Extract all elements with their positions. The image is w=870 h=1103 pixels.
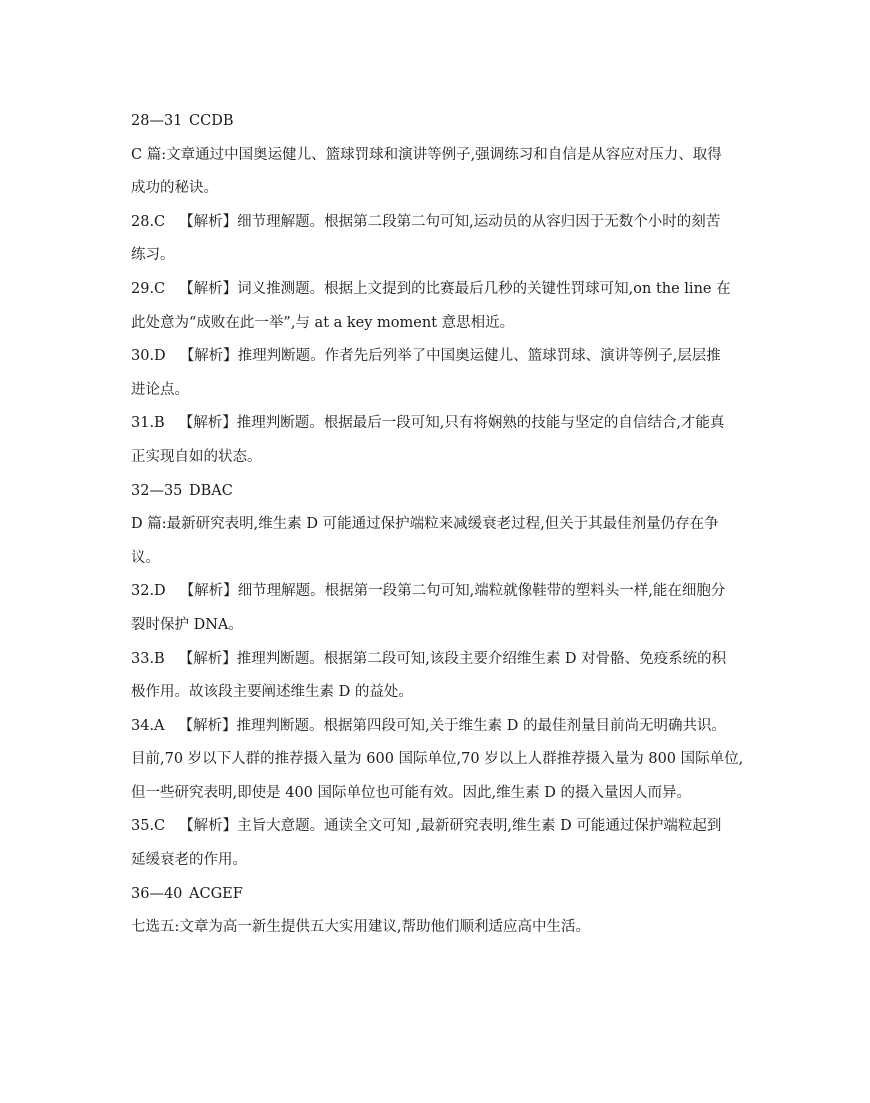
explanation-line [131,209,743,243]
question-number: 30.D [131,348,166,365]
analysis-tag: 【解析】 [179,818,238,835]
explanation-line [131,410,743,444]
question-number: 28.C [131,213,166,230]
explanation-text: 推理判断题。根据第二段可知,该段主要介绍维生素 D 对骨骼、免疫系统的积 [236,650,727,667]
answer-range: 32—35 [131,482,183,499]
answer-range-line [131,478,743,512]
text-line: 七选五:文章为高一新生提供五大实用建议,帮助他们顺利适应高中生活。 [131,919,590,936]
text-line: 但一些研究表明,即使是 400 国际单位也可能有效。因此,维生素 D 的摄入量因人而异。 [131,784,691,801]
answer-letters: CCDB [189,113,234,129]
answer-key-content [131,108,743,948]
analysis-tag: 【解析】 [178,717,237,734]
question-number: 31.B [131,415,165,432]
text-line: 延缓衰老的作用。 [131,852,247,869]
question-number: 29.C [131,280,166,297]
question-number: 35.C [131,818,166,835]
explanation-line [131,578,743,612]
answer-range-line [131,881,743,915]
question-number: 33.B [131,650,165,667]
analysis-tag: 【解析】 [179,213,238,230]
text-line: 极作用。故该段主要阐述维生素 D 的益处。 [131,684,413,701]
explanation-text: 细节理解题。根据第一段第二句可知,端粒就像鞋带的塑料头一样,能在细胞分 [237,583,726,600]
explanation-text: 词义推测题。根据上文提到的比赛最后几秒的关键性罚球可知,on the line 在 [237,280,731,297]
explanation-text: 主旨大意题。通读全文可知 ,最新研究表明,维生素 D 可能通过保护端粒起到 [237,818,722,835]
explanation-text: 推理判断题。作者先后列举了中国奥运健儿、篮球罚球、演讲等例子,层层推 [237,348,721,365]
answer-range: 28—31 [131,113,183,129]
explanation-text: 推理判断题。根据最后一段可知,只有将娴熟的技能与坚定的自信结合,才能真 [236,415,725,432]
explanation-line [131,713,743,747]
text-line: 进论点。 [131,381,189,398]
text-line: 此处意为“成败在此一举”,与 at a key moment 意思相近。 [131,314,515,331]
answer-range: 36—40 [131,885,183,902]
text-line: 成功的秘诀。 [131,180,218,197]
text-line: 裂时保护 DNA。 [131,616,243,633]
analysis-tag: 【解析】 [178,650,237,667]
analysis-tag: 【解析】 [179,583,238,600]
question-number: 34.A [131,717,165,734]
explanation-line [131,343,743,377]
explanation-text: 推理判断题。根据第四段可知,关于维生素 D 的最佳剂量目前尚无明确共识。 [236,717,726,734]
question-number: 32.D [131,583,166,600]
answer-letters: ACGEF [189,885,243,902]
answer-range-line [131,108,743,142]
answer-letters: DBAC [189,482,233,499]
explanation-line [131,646,743,680]
analysis-tag: 【解析】 [179,280,238,297]
analysis-tag: 【解析】 [178,415,237,432]
text-line: 议。 [131,549,160,566]
text-line: D 篇:最新研究表明,维生素 D 可能通过保护端粒来减缓衰老过程,但关于其最佳剂量仍存在争 [131,516,719,533]
text-line: 目前,70 岁以下人群的推荐摄入量为 600 国际单位,70 岁以上人群推荐摄入量为 800 国际单位, [131,751,744,768]
text-line: 练习。 [131,247,175,264]
text-line: C 篇:文章通过中国奥运健儿、篮球罚球和演讲等例子,强调练习和自信是从容应对压力、取得 [131,146,722,163]
explanation-text: 细节理解题。根据第二段第二句可知,运动员的从容归因于无数个小时的刻苦 [237,213,721,230]
text-line: 正实现自如的状态。 [131,448,262,465]
analysis-tag: 【解析】 [179,348,238,365]
explanation-line [131,276,743,310]
explanation-line [131,813,743,847]
